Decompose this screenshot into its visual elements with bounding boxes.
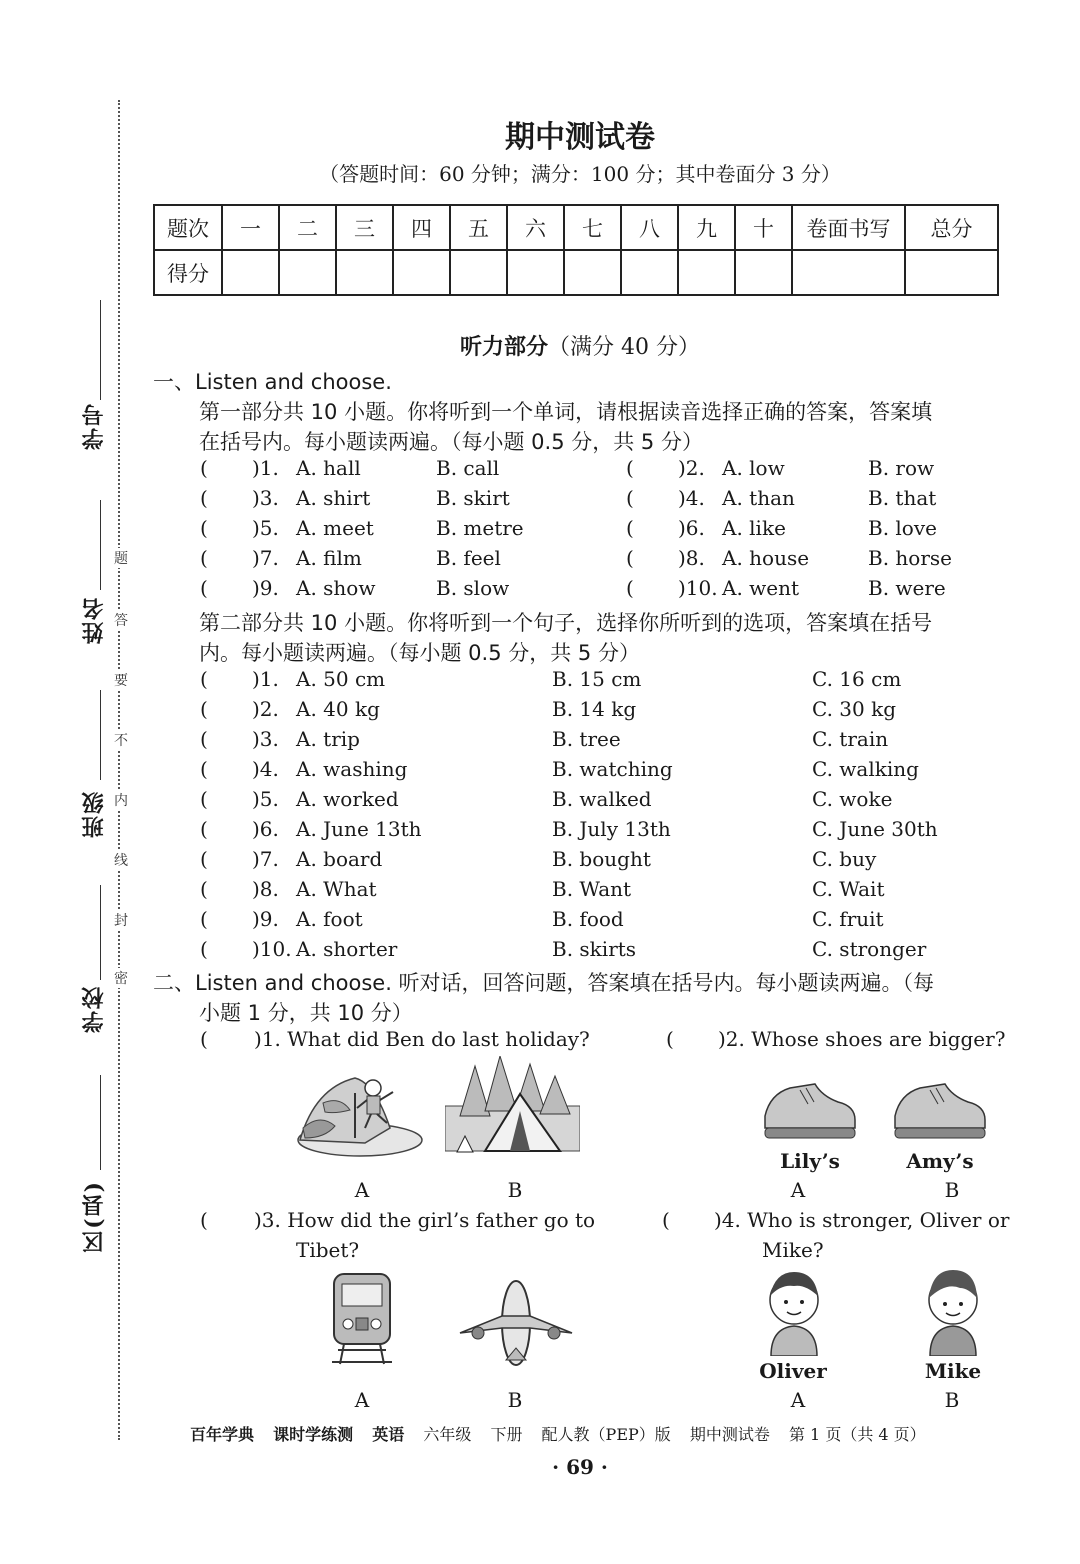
q2-question: )2. Whose shoes are bigger? xyxy=(718,1027,1006,1051)
answer-paren[interactable]: ( xyxy=(200,667,208,691)
item-number: )6. xyxy=(678,516,705,540)
answer-paren[interactable]: ( xyxy=(200,456,208,480)
q2-option-a-label: A xyxy=(790,1178,806,1202)
district-blank xyxy=(100,1075,101,1170)
class-blank xyxy=(100,690,101,780)
q4-option-a-label: A xyxy=(790,1388,806,1412)
option-text: A. shorter xyxy=(296,937,398,961)
score-blank-cell[interactable] xyxy=(621,250,678,295)
answer-paren[interactable]: ( xyxy=(200,877,208,901)
option-text: C. 16 cm xyxy=(812,667,902,691)
answer-paren[interactable]: ( xyxy=(200,847,208,871)
option-text: A. film xyxy=(296,546,362,570)
item-number: )1. xyxy=(252,667,279,691)
option-text: A. 40 kg xyxy=(296,697,380,721)
answer-paren[interactable]: ( xyxy=(200,486,208,510)
answer-paren[interactable]: ( xyxy=(200,787,208,811)
item-number: )4. xyxy=(252,757,279,781)
boy-name-a: Oliver xyxy=(759,1359,827,1383)
option-text: B. food xyxy=(552,907,624,931)
q1-paren: ( xyxy=(200,1027,208,1051)
score-row-label: 得分 xyxy=(154,250,222,295)
option-text: B. tree xyxy=(552,727,621,751)
option-text: B. love xyxy=(868,516,937,540)
q3-option-a-label: A xyxy=(354,1388,370,1412)
score-blank-cell[interactable] xyxy=(222,250,279,295)
item-number: )9. xyxy=(252,907,279,931)
seal-char: 密 xyxy=(110,968,132,988)
option-text: C. June 30th xyxy=(812,817,938,841)
score-cell: 九 xyxy=(678,205,735,250)
footer-grade: 六年级 xyxy=(423,1425,472,1444)
footer-brand: 百年学典 xyxy=(190,1425,255,1444)
score-blank-cell[interactable] xyxy=(735,250,792,295)
option-text: A. washing xyxy=(296,757,408,781)
school-blank xyxy=(100,885,101,980)
option-text: A. What xyxy=(296,877,377,901)
section2-title: 二、Listen and choose. 听对话，回答问题，答案填在括号内。每小题读两遍。（每 xyxy=(153,971,935,995)
option-text: B. 14 kg xyxy=(552,697,637,721)
page-footer xyxy=(190,1422,940,1445)
option-text: B. feel xyxy=(436,546,501,570)
option-text: B. skirts xyxy=(552,937,637,961)
item-number: )4. xyxy=(678,486,705,510)
score-cell: 四 xyxy=(393,205,450,250)
footer-page-of: 第 1 页（共 4 页） xyxy=(788,1425,926,1444)
footer-paper: 期中测试卷 xyxy=(689,1425,770,1444)
option-text: A. board xyxy=(296,847,383,871)
item-number: )6. xyxy=(252,817,279,841)
train-icon xyxy=(328,1268,396,1368)
q4-option-b-label: B xyxy=(944,1388,960,1412)
score-table-header-row xyxy=(154,205,998,250)
q4-question: )4. Who is stronger, Oliver or xyxy=(714,1208,1010,1232)
boy-mike-icon xyxy=(924,1266,982,1356)
shoe-owner-a: Lily’s xyxy=(780,1149,840,1173)
option-text: C. fruit xyxy=(812,907,884,931)
q2-option-b-label: B xyxy=(944,1178,960,1202)
footer-series: 课时学练测 xyxy=(273,1425,354,1444)
boy-oliver-icon xyxy=(765,1266,823,1356)
footer-volume: 下册 xyxy=(490,1425,523,1444)
score-blank-cell[interactable] xyxy=(450,250,507,295)
page-number: · 69 · xyxy=(552,1455,608,1479)
score-cell: 十 xyxy=(735,205,792,250)
item-number: )10. xyxy=(252,937,292,961)
option-text: A. went xyxy=(722,576,800,600)
item-number: )5. xyxy=(252,787,279,811)
item-number: )7. xyxy=(252,546,279,570)
seal-char: 线 xyxy=(110,850,132,870)
option-text: B. watching xyxy=(552,757,673,781)
option-text: B. slow xyxy=(436,576,510,600)
footer-subject: 英语 xyxy=(372,1425,405,1444)
seal-char: 题 xyxy=(110,548,132,568)
item-number: )8. xyxy=(678,546,705,570)
exam-subtitle: （答题时间：60 分钟；满分：100 分；其中卷面分 3 分） xyxy=(319,162,841,186)
option-text: A. trip xyxy=(296,727,360,751)
seal-char: 封 xyxy=(110,910,132,930)
part1-instruction: 在括号内。每小题读两遍。（每小题 0.5 分，共 5 分） xyxy=(199,430,703,454)
score-blank-cell[interactable] xyxy=(336,250,393,295)
item-number: )5. xyxy=(252,516,279,540)
part2-instruction: 第二部分共 10 小题。你将听到一个句子，选择你所听到的选项，答案填在括号 xyxy=(199,611,933,635)
option-text: C. 30 kg xyxy=(812,697,897,721)
school-label: 学校 xyxy=(81,985,107,1033)
answer-paren[interactable]: ( xyxy=(200,697,208,721)
q1-option-a-label: A xyxy=(354,1178,370,1202)
option-text: A. meet xyxy=(296,516,374,540)
option-text: A. 50 cm xyxy=(296,667,386,691)
answer-paren[interactable]: ( xyxy=(200,727,208,751)
q4-paren: ( xyxy=(662,1208,670,1232)
score-cell: 总分 xyxy=(905,205,998,250)
option-text: B. skirt xyxy=(436,486,510,510)
q1-question: )1. What did Ben do last holiday? xyxy=(254,1027,590,1051)
district-label: 区(县) xyxy=(81,1180,107,1253)
answer-paren[interactable]: ( xyxy=(200,817,208,841)
class-label: 班级 xyxy=(81,790,107,838)
score-blank-cell[interactable] xyxy=(279,250,336,295)
student-id-label: 学号 xyxy=(81,402,107,450)
score-blank-cell[interactable] xyxy=(905,250,998,295)
score-cell: 二 xyxy=(279,205,336,250)
item-number: )2. xyxy=(252,697,279,721)
option-text: B. row xyxy=(868,456,935,480)
score-cell: 七 xyxy=(564,205,621,250)
score-cell: 八 xyxy=(621,205,678,250)
answer-paren[interactable]: ( xyxy=(200,937,208,961)
q1-option-b-label: B xyxy=(507,1178,523,1202)
answer-paren[interactable]: ( xyxy=(200,757,208,781)
option-text: A. June 13th xyxy=(296,817,422,841)
part2-instruction: 内。每小题读两遍。（每小题 0.5 分，共 5 分） xyxy=(199,641,640,665)
answer-paren[interactable]: ( xyxy=(626,576,634,600)
item-number: )3. xyxy=(252,486,279,510)
q3-question: )3. How did the girl’s father go to xyxy=(254,1208,596,1232)
listening-heading-note: （满分 40 分） xyxy=(548,335,700,360)
listening-heading-text: 听力部分 xyxy=(460,335,549,360)
option-text: C. train xyxy=(812,727,889,751)
score-table-score-row xyxy=(154,250,998,295)
footer-edition: 配人教（PEP）版 xyxy=(541,1425,671,1444)
option-text: B. July 13th xyxy=(552,817,671,841)
answer-paren[interactable]: ( xyxy=(626,546,634,570)
seal-char: 答 xyxy=(110,610,132,630)
shoe-owner-b: Amy’s xyxy=(906,1149,974,1173)
answer-paren[interactable]: ( xyxy=(200,516,208,540)
answer-paren[interactable]: ( xyxy=(626,456,634,480)
option-text: B. horse xyxy=(868,546,952,570)
option-text: B. walked xyxy=(552,787,652,811)
option-text: B. that xyxy=(868,486,937,510)
item-number: )9. xyxy=(252,576,279,600)
option-text: A. than xyxy=(722,486,795,510)
option-text: C. stronger xyxy=(812,937,927,961)
q3-question-cont: Tibet? xyxy=(296,1238,360,1262)
option-text: C. Wait xyxy=(812,877,885,901)
score-table xyxy=(153,204,999,296)
item-number: )2. xyxy=(678,456,705,480)
name-blank xyxy=(100,500,101,590)
option-text: C. woke xyxy=(812,787,893,811)
score-cell: 题次 xyxy=(154,205,222,250)
option-text: B. call xyxy=(436,456,500,480)
airplane-icon xyxy=(458,1278,574,1368)
seal-char: 要 xyxy=(110,670,132,690)
item-number: )10. xyxy=(678,576,718,600)
score-blank-cell[interactable] xyxy=(792,250,905,295)
option-text: B. bought xyxy=(552,847,651,871)
option-text: A. show xyxy=(296,576,376,600)
answer-paren[interactable]: ( xyxy=(626,516,634,540)
answer-paren[interactable]: ( xyxy=(626,486,634,510)
listening-heading xyxy=(0,330,1080,361)
score-cell: 五 xyxy=(450,205,507,250)
camping-picture xyxy=(445,1056,580,1158)
item-number: )3. xyxy=(252,727,279,751)
option-text: B. 15 cm xyxy=(552,667,642,691)
option-text: A. shirt xyxy=(296,486,371,510)
section2-title-cont: 小题 1 分，共 10 分） xyxy=(199,1001,413,1025)
boy-name-b: Mike xyxy=(924,1359,982,1383)
score-blank-cell[interactable] xyxy=(678,250,735,295)
score-cell: 三 xyxy=(336,205,393,250)
page-title: 期中测试卷 xyxy=(505,120,655,155)
option-text: B. metre xyxy=(436,516,524,540)
option-text: A. worked xyxy=(296,787,399,811)
option-text: A. house xyxy=(722,546,810,570)
option-text: B. Want xyxy=(552,877,632,901)
hiking-picture xyxy=(295,1068,425,1158)
score-blank-cell[interactable] xyxy=(393,250,450,295)
name-label: 姓名 xyxy=(81,596,107,644)
shoe-icon xyxy=(890,1076,990,1144)
q2-paren: ( xyxy=(666,1027,674,1051)
shoe-icon xyxy=(760,1076,860,1144)
section1-title: 一、Listen and choose. xyxy=(153,370,392,394)
seal-char: 内 xyxy=(110,790,132,810)
item-number: )1. xyxy=(252,456,279,480)
score-blank-cell[interactable] xyxy=(507,250,564,295)
binding-dotted-line xyxy=(118,100,120,1440)
q4-question-cont: Mike? xyxy=(762,1238,824,1262)
option-text: A. hall xyxy=(296,456,361,480)
score-cell: 卷面书写 xyxy=(792,205,905,250)
item-number: )7. xyxy=(252,847,279,871)
item-number: )8. xyxy=(252,877,279,901)
answer-paren[interactable]: ( xyxy=(200,907,208,931)
option-text: A. low xyxy=(722,456,785,480)
option-text: B. were xyxy=(868,576,946,600)
score-cell: 六 xyxy=(507,205,564,250)
part1-instruction: 第一部分共 10 小题。你将听到一个单词，请根据读音选择正确的答案，答案填 xyxy=(199,400,933,424)
option-text: A. like xyxy=(722,516,786,540)
score-cell: 一 xyxy=(222,205,279,250)
option-text: C. walking xyxy=(812,757,919,781)
q3-option-b-label: B xyxy=(507,1388,523,1412)
option-text: A. foot xyxy=(296,907,363,931)
answer-paren[interactable]: ( xyxy=(200,576,208,600)
answer-paren[interactable]: ( xyxy=(200,546,208,570)
option-text: C. buy xyxy=(812,847,877,871)
q3-paren: ( xyxy=(200,1208,208,1232)
score-blank-cell[interactable] xyxy=(564,250,621,295)
seal-char: 不 xyxy=(110,730,132,750)
